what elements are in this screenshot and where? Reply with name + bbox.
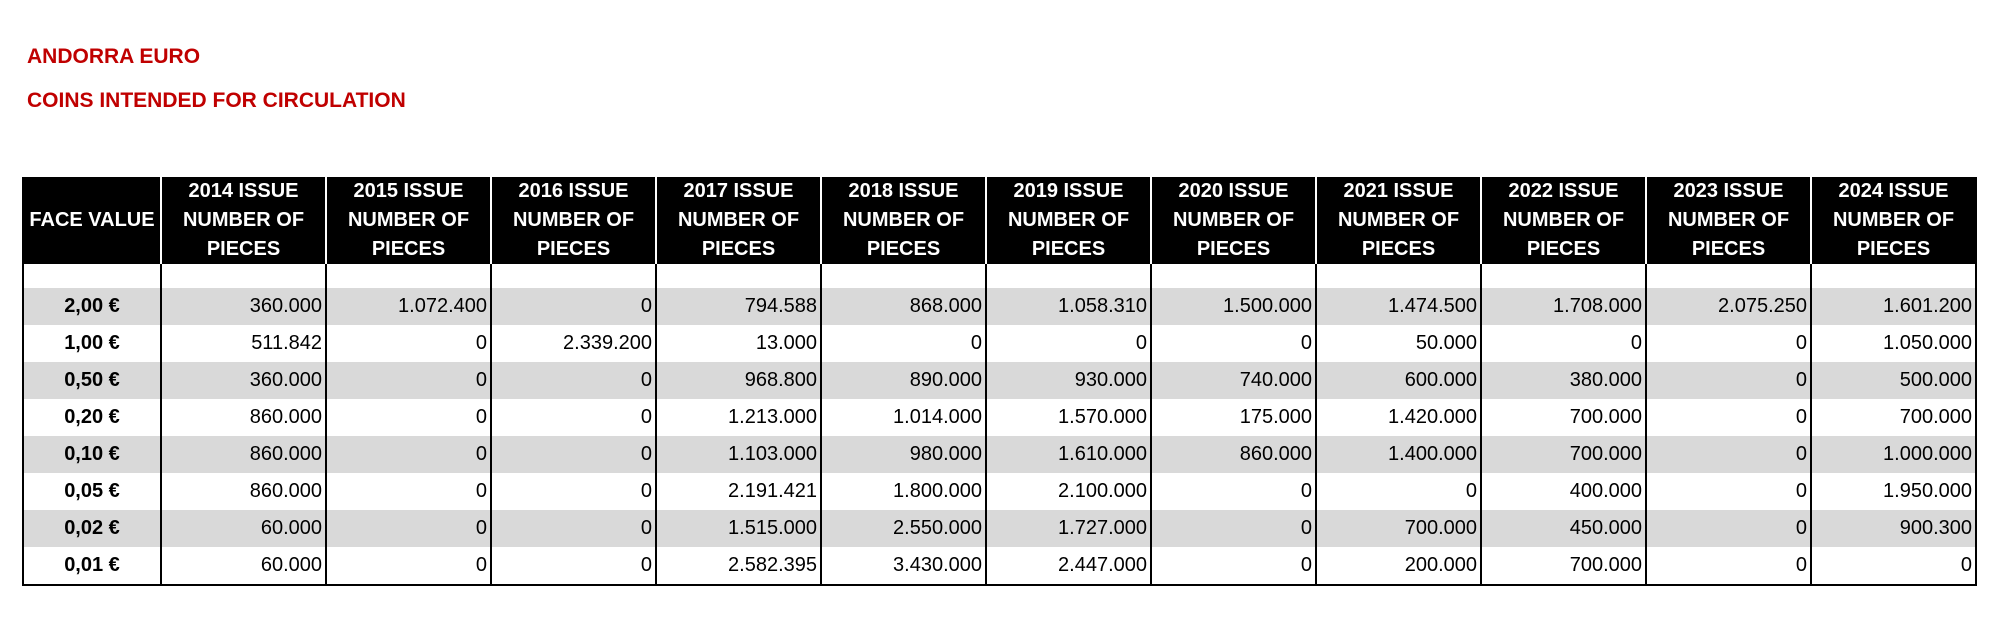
column-header: 2021 ISSUE NUMBER OF PIECES [1316, 177, 1481, 264]
table-cell: 700.000 [1481, 436, 1646, 473]
table-cell: 0 [1646, 399, 1811, 436]
column-header: 2024 ISSUE NUMBER OF PIECES [1811, 177, 1976, 264]
face-value-cell: 0,20 € [23, 399, 161, 436]
face-value-cell: 0,05 € [23, 473, 161, 510]
table-cell: 0 [1316, 473, 1481, 510]
table-cell: 50.000 [1316, 325, 1481, 362]
table-cell: 700.000 [1316, 510, 1481, 547]
table-cell: 1.708.000 [1481, 288, 1646, 325]
table-cell: 0 [1811, 547, 1976, 585]
table-row [23, 288, 1976, 325]
table-cell: 0 [491, 436, 656, 473]
table-cell: 60.000 [161, 510, 326, 547]
table-spacer-row [23, 264, 1976, 288]
table-cell: 1.014.000 [821, 399, 986, 436]
table-cell: 175.000 [1151, 399, 1316, 436]
page-subtitle: COINS INTENDED FOR CIRCULATION [27, 89, 406, 112]
table-cell: 0 [326, 547, 491, 585]
table-row [23, 510, 1976, 547]
column-header: 2016 ISSUE NUMBER OF PIECES [491, 177, 656, 264]
table-cell: 60.000 [161, 547, 326, 585]
column-header: 2019 ISSUE NUMBER OF PIECES [986, 177, 1151, 264]
table-cell: 700.000 [1481, 399, 1646, 436]
table-cell: 0 [491, 510, 656, 547]
table-cell: 2.582.395 [656, 547, 821, 585]
table-cell: 860.000 [161, 473, 326, 510]
table-cell: 794.588 [656, 288, 821, 325]
table-cell: 1.050.000 [1811, 325, 1976, 362]
table-cell: 1.601.200 [1811, 288, 1976, 325]
table-cell: 890.000 [821, 362, 986, 399]
table-row [23, 399, 1976, 436]
table-cell: 0 [326, 436, 491, 473]
table-cell: 2.191.421 [656, 473, 821, 510]
table-cell: 1.950.000 [1811, 473, 1976, 510]
table-cell: 380.000 [1481, 362, 1646, 399]
face-value-cell: 0,02 € [23, 510, 161, 547]
table-row [23, 325, 1976, 362]
table-cell: 0 [491, 473, 656, 510]
column-header: 2018 ISSUE NUMBER OF PIECES [821, 177, 986, 264]
table-cell: 1.800.000 [821, 473, 986, 510]
table-cell: 360.000 [161, 288, 326, 325]
table-cell: 0 [326, 510, 491, 547]
table-cell: 700.000 [1481, 547, 1646, 585]
column-header: 2022 ISSUE NUMBER OF PIECES [1481, 177, 1646, 264]
column-header: 2020 ISSUE NUMBER OF PIECES [1151, 177, 1316, 264]
table-cell: 511.842 [161, 325, 326, 362]
table-cell: 860.000 [161, 436, 326, 473]
table-cell: 968.800 [656, 362, 821, 399]
column-header: 2017 ISSUE NUMBER OF PIECES [656, 177, 821, 264]
table-cell: 1.400.000 [1316, 436, 1481, 473]
table-cell: 400.000 [1481, 473, 1646, 510]
table-cell: 2.550.000 [821, 510, 986, 547]
face-value-cell: 0,50 € [23, 362, 161, 399]
table-cell: 0 [491, 362, 656, 399]
column-header-face-value: FACE VALUE [23, 177, 161, 264]
table-cell: 1.000.000 [1811, 436, 1976, 473]
table-cell: 0 [1646, 510, 1811, 547]
table-cell: 0 [491, 399, 656, 436]
table-cell: 2.100.000 [986, 473, 1151, 510]
table-cell: 980.000 [821, 436, 986, 473]
table-cell: 1.570.000 [986, 399, 1151, 436]
table-cell: 0 [326, 362, 491, 399]
table-header-row [23, 177, 1976, 264]
table-cell: 0 [1646, 547, 1811, 585]
table-cell: 860.000 [161, 399, 326, 436]
table-row [23, 362, 1976, 399]
table-cell: 900.300 [1811, 510, 1976, 547]
table-cell: 600.000 [1316, 362, 1481, 399]
table-row [23, 547, 1976, 585]
table-cell: 0 [1151, 473, 1316, 510]
table-cell: 860.000 [1151, 436, 1316, 473]
table-cell: 2.075.250 [1646, 288, 1811, 325]
table-row [23, 473, 1976, 510]
face-value-cell: 0,01 € [23, 547, 161, 585]
table-cell: 360.000 [161, 362, 326, 399]
table-cell: 1.058.310 [986, 288, 1151, 325]
face-value-cell: 1,00 € [23, 325, 161, 362]
table-cell: 0 [1151, 547, 1316, 585]
table-cell: 0 [821, 325, 986, 362]
table-cell: 700.000 [1811, 399, 1976, 436]
table-cell: 0 [326, 399, 491, 436]
table-cell: 450.000 [1481, 510, 1646, 547]
face-value-cell: 0,10 € [23, 436, 161, 473]
table-cell: 0 [491, 288, 656, 325]
table-cell: 1.515.000 [656, 510, 821, 547]
page-title: ANDORRA EURO [27, 45, 201, 68]
coin-issue-table [22, 177, 1977, 586]
table-cell: 1.072.400 [326, 288, 491, 325]
table-cell: 500.000 [1811, 362, 1976, 399]
table-cell: 1.727.000 [986, 510, 1151, 547]
table-cell: 2.339.200 [491, 325, 656, 362]
table-cell: 3.430.000 [821, 547, 986, 585]
table-cell: 868.000 [821, 288, 986, 325]
column-header: 2015 ISSUE NUMBER OF PIECES [326, 177, 491, 264]
table-cell: 1.610.000 [986, 436, 1151, 473]
table-row [23, 436, 1976, 473]
table-cell: 1.213.000 [656, 399, 821, 436]
column-header: 2014 ISSUE NUMBER OF PIECES [161, 177, 326, 264]
table-cell: 0 [326, 325, 491, 362]
table-cell: 1.103.000 [656, 436, 821, 473]
table-cell: 2.447.000 [986, 547, 1151, 585]
table-cell: 0 [1151, 510, 1316, 547]
table-cell: 930.000 [986, 362, 1151, 399]
table-cell: 0 [1646, 436, 1811, 473]
table-cell: 0 [1151, 325, 1316, 362]
table-cell: 740.000 [1151, 362, 1316, 399]
table-cell: 1.420.000 [1316, 399, 1481, 436]
table-body [23, 264, 1976, 585]
table-cell: 13.000 [656, 325, 821, 362]
table-cell: 0 [1481, 325, 1646, 362]
table-cell: 0 [1646, 362, 1811, 399]
table-cell: 0 [326, 473, 491, 510]
table-cell: 200.000 [1316, 547, 1481, 585]
column-header: 2023 ISSUE NUMBER OF PIECES [1646, 177, 1811, 264]
table-cell: 1.500.000 [1151, 288, 1316, 325]
table-cell: 0 [1646, 473, 1811, 510]
table-cell: 0 [491, 547, 656, 585]
table-cell: 1.474.500 [1316, 288, 1481, 325]
table-cell: 0 [986, 325, 1151, 362]
table-cell: 0 [1646, 325, 1811, 362]
face-value-cell: 2,00 € [23, 288, 161, 325]
